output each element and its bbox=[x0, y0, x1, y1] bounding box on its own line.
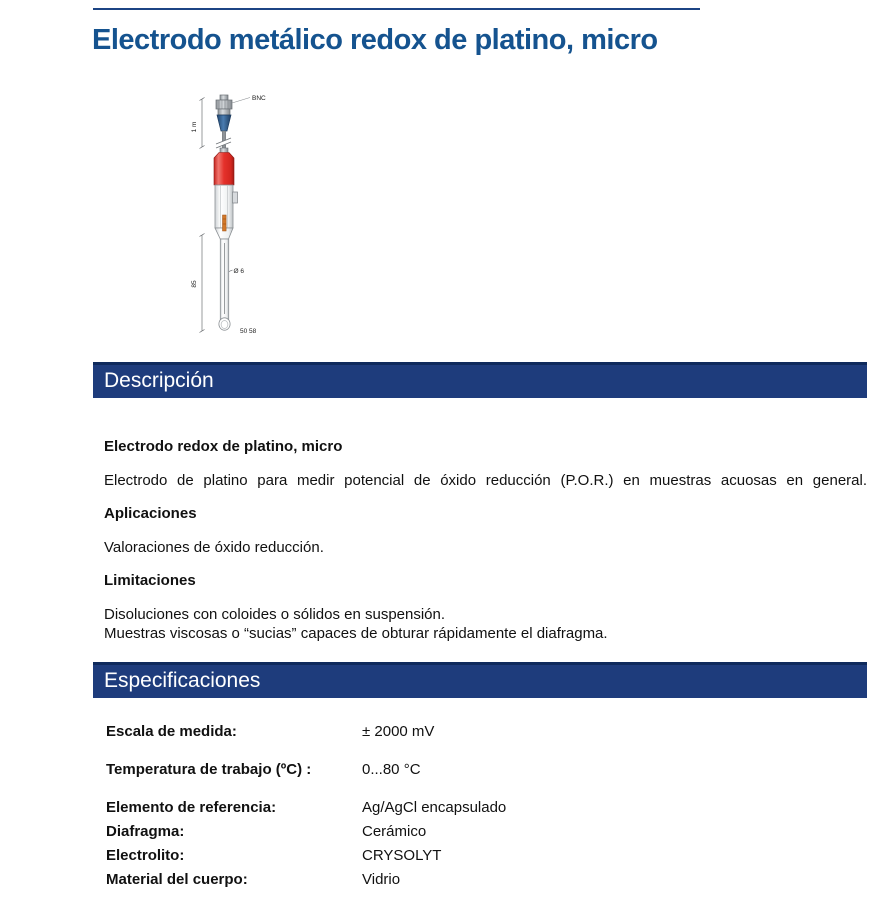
model-number-label: 50 58 bbox=[240, 328, 257, 335]
spec-label: Elemento de referencia: bbox=[106, 799, 277, 816]
spec-label: Diafragma: bbox=[106, 823, 185, 840]
spec-label: Temperatura de trabajo (ºC) : bbox=[106, 761, 312, 778]
electrode-drawing bbox=[185, 88, 295, 338]
spec-value: Ag/AgCl encapsulado bbox=[362, 799, 507, 816]
electrode-cap bbox=[214, 153, 234, 186]
spec-label: Material del cuerpo: bbox=[106, 871, 248, 888]
electrode-figure bbox=[185, 88, 295, 338]
limitaciones-text bbox=[104, 605, 804, 643]
specifications-table bbox=[106, 724, 851, 896]
spec-value: CRYSOLYT bbox=[362, 847, 442, 864]
cable-length-label: 1 m bbox=[191, 121, 198, 133]
spec-row bbox=[106, 872, 851, 888]
product-subtitle: Electrodo redox de platino, micro bbox=[104, 438, 343, 455]
aplicaciones-text: Valoraciones de óxido reducción. bbox=[104, 539, 324, 556]
header-rule bbox=[93, 8, 700, 10]
reference-element bbox=[223, 215, 227, 231]
diameter-label: Ø 6 bbox=[233, 268, 244, 275]
refill-port bbox=[233, 192, 238, 203]
dimension-cable-length bbox=[200, 98, 205, 149]
shaft-length-label: 85 bbox=[191, 280, 198, 288]
section-banner-especificaciones bbox=[93, 662, 867, 698]
spec-value: 0...80 °C bbox=[362, 761, 421, 778]
spec-row bbox=[106, 848, 851, 864]
limitaciones-line1: Disoluciones con coloides o sólidos en suspensión. bbox=[104, 606, 446, 623]
limitaciones-line2: Muestras viscosas o “sucias” capaces de obturar rápidamente el diafragma. bbox=[104, 625, 608, 642]
bnc-label: BNC bbox=[252, 95, 266, 102]
sensor-bulb bbox=[219, 318, 230, 330]
section-banner-descripcion bbox=[93, 362, 867, 398]
bnc-leader-line bbox=[232, 98, 250, 104]
spec-row bbox=[106, 724, 851, 740]
strain-relief bbox=[217, 115, 231, 131]
spec-label: Escala de medida: bbox=[106, 723, 237, 740]
spec-value: Cerámico bbox=[362, 823, 427, 840]
bnc-connector-icon bbox=[216, 95, 232, 115]
spec-value: ± 2000 mV bbox=[362, 723, 435, 740]
spec-row bbox=[106, 800, 851, 816]
spec-label: Electrolito: bbox=[106, 847, 185, 864]
spec-value: Vidrio bbox=[362, 871, 401, 888]
section-heading: Especificaciones bbox=[104, 669, 261, 692]
dimension-shaft-length bbox=[200, 234, 205, 333]
spec-row bbox=[106, 762, 851, 778]
spec-row bbox=[106, 824, 851, 840]
page-title: Electrodo metálico redox de platino, micro bbox=[92, 24, 658, 56]
limitaciones-heading: Limitaciones bbox=[104, 572, 196, 589]
diameter-leader-line bbox=[229, 270, 233, 272]
description-paragraph: Electrodo de platino para medir potencial de óxido reducción (P.O.R.) en muestras acuosas en general. bbox=[104, 472, 867, 489]
aplicaciones-heading: Aplicaciones bbox=[104, 505, 197, 522]
section-heading: Descripción bbox=[104, 369, 214, 392]
